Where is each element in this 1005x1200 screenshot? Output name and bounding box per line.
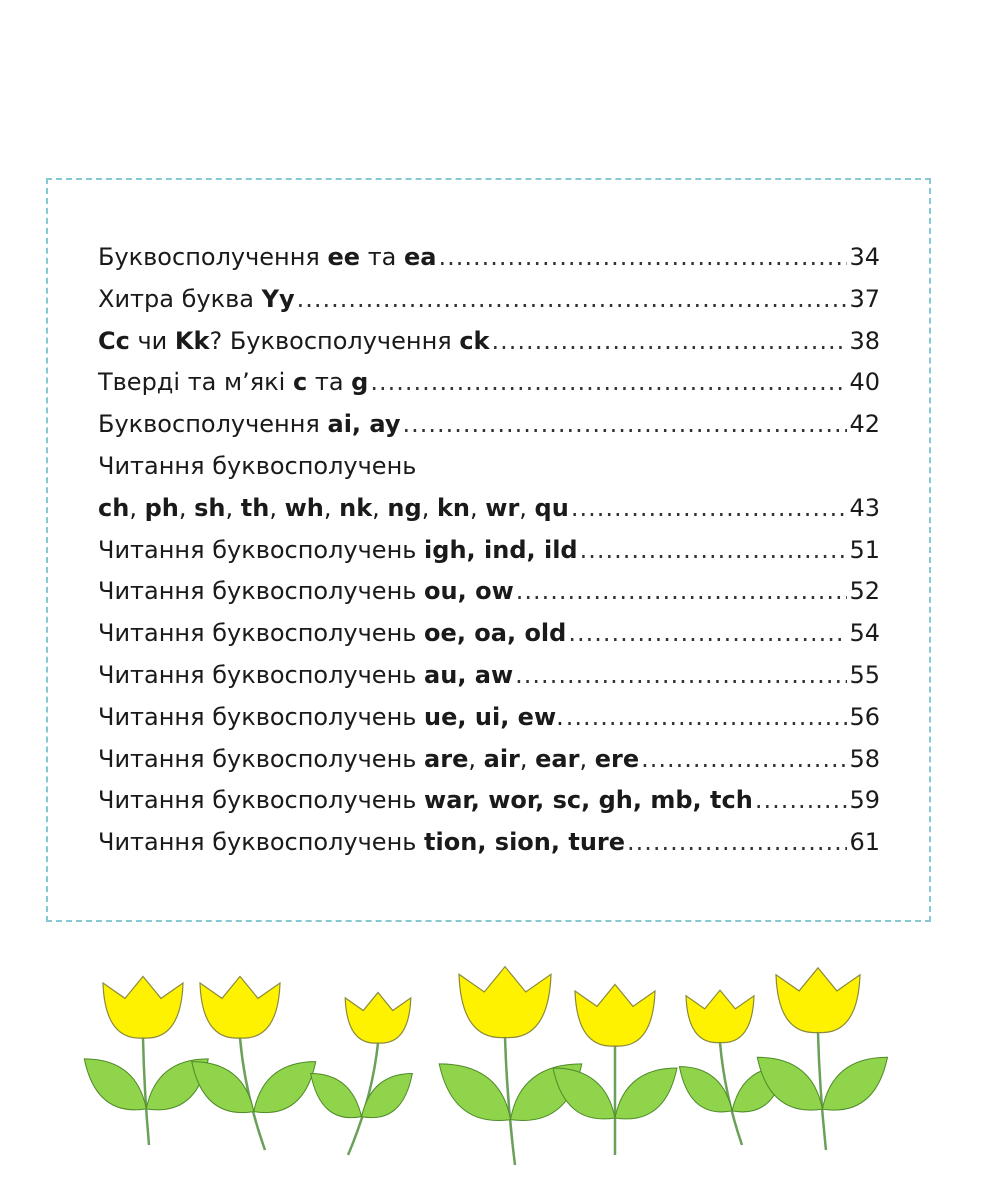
toc-leader-dots bbox=[516, 571, 848, 613]
toc-text: Читання буквосполучень bbox=[98, 744, 425, 773]
toc-text: , bbox=[519, 493, 535, 522]
toc-entry bbox=[98, 655, 880, 697]
toc-letters-bold: sh bbox=[194, 493, 226, 522]
tulips-decoration bbox=[0, 940, 1005, 1200]
toc-text: , bbox=[421, 493, 437, 522]
toc-text: , bbox=[470, 493, 486, 522]
toc-letters-bold: war, wor, sc, gh, mb, tch bbox=[424, 786, 753, 815]
table-of-contents bbox=[98, 237, 880, 864]
toc-leader-dots bbox=[641, 739, 847, 781]
toc-text: , bbox=[178, 493, 195, 522]
toc-text: Читання буквосполучень bbox=[98, 451, 417, 480]
tulip-icon bbox=[311, 992, 413, 1155]
toc-leader-dots bbox=[568, 613, 847, 655]
toc-page-number: 34 bbox=[849, 243, 880, 271]
toc-letters-bold: kn bbox=[436, 493, 470, 522]
toc-letters-bold: are bbox=[424, 744, 469, 773]
toc-letters-bold: wr bbox=[485, 493, 520, 522]
toc-page-number: 61 bbox=[849, 828, 880, 857]
toc-entry bbox=[98, 362, 880, 404]
toc-text: , bbox=[468, 744, 484, 773]
toc-letters-bold: g bbox=[351, 368, 369, 397]
toc-leader-dots bbox=[571, 488, 848, 530]
toc-page-number: 40 bbox=[849, 368, 880, 397]
toc-page-number: 37 bbox=[849, 284, 880, 313]
toc-entry-title bbox=[98, 780, 753, 822]
toc-entry bbox=[98, 613, 880, 655]
toc-entry bbox=[98, 822, 880, 864]
toc-text: Читання буквосполучень bbox=[98, 828, 425, 857]
toc-letters-bold: Cc bbox=[98, 326, 130, 355]
toc-page-number: 42 bbox=[849, 410, 880, 439]
toc-text: Читання буквосполучень bbox=[98, 535, 425, 564]
toc-entry-title bbox=[98, 655, 513, 697]
toc-entry bbox=[98, 697, 880, 739]
toc-entry-title bbox=[98, 404, 401, 446]
toc-letters-bold: air bbox=[483, 744, 520, 773]
toc-entry-title bbox=[98, 321, 490, 363]
toc-entry bbox=[98, 488, 880, 530]
toc-entry bbox=[98, 780, 880, 822]
toc-page-number: 51 bbox=[849, 535, 880, 564]
toc-leader-dots bbox=[403, 404, 848, 446]
tulip-icon bbox=[84, 976, 208, 1145]
toc-page-number: 55 bbox=[849, 660, 880, 689]
toc-entry-title bbox=[98, 279, 295, 321]
toc-letters-bold: th bbox=[240, 493, 270, 522]
toc-entry-title bbox=[98, 822, 625, 864]
toc-text: Читання буквосполучень bbox=[98, 660, 425, 689]
toc-leader-dots bbox=[627, 822, 847, 864]
toc-leader-dots bbox=[515, 655, 847, 697]
toc-page-number: 43 bbox=[849, 493, 880, 522]
toc-text: Буквосполучення bbox=[98, 410, 328, 439]
toc-leader-dots bbox=[370, 362, 847, 404]
toc-text: , bbox=[579, 744, 595, 773]
toc-text: , bbox=[519, 744, 536, 773]
toc-page-number: 58 bbox=[849, 744, 880, 773]
toc-page-number: 59 bbox=[849, 786, 880, 815]
toc-text: чи bbox=[129, 326, 175, 355]
toc-text: Читання буквосполучень bbox=[98, 577, 425, 606]
toc-letters-bold: ea bbox=[404, 243, 437, 271]
toc-letters-bold: ch bbox=[98, 493, 130, 522]
toc-page-number: 56 bbox=[849, 702, 880, 731]
toc-letters-bold: ng bbox=[387, 493, 422, 522]
toc-letters-bold: ou, ow bbox=[424, 577, 514, 606]
toc-leader-dots bbox=[297, 279, 848, 321]
toc-text: , bbox=[129, 493, 145, 522]
toc-text: , bbox=[225, 493, 241, 522]
toc-letters-bold: ear bbox=[535, 744, 580, 773]
toc-text: , bbox=[323, 493, 340, 522]
toc-letters-bold: ere bbox=[594, 744, 640, 773]
toc-entry bbox=[98, 279, 880, 321]
toc-text: та bbox=[307, 368, 352, 397]
toc-entry-title bbox=[98, 613, 566, 655]
toc-page-number: 54 bbox=[849, 619, 880, 648]
toc-entry bbox=[98, 530, 880, 572]
toc-entry-title bbox=[98, 530, 578, 572]
tulip-icon bbox=[757, 968, 887, 1150]
toc-page-number: 52 bbox=[849, 577, 880, 606]
toc-letters-bold: ai, ay bbox=[327, 410, 401, 439]
toc-text: , bbox=[269, 493, 285, 522]
toc-letters-bold: nk bbox=[339, 493, 373, 522]
toc-text: ? Буквосполучення bbox=[209, 326, 460, 355]
toc-text: Хитра буква bbox=[98, 284, 262, 313]
toc-entry-title bbox=[98, 571, 514, 613]
toc-entry-title bbox=[98, 739, 639, 781]
toc-letters-bold: ck bbox=[459, 326, 490, 355]
toc-entry-title bbox=[98, 697, 564, 739]
toc-text: Читання буквосполучень bbox=[98, 702, 425, 731]
toc-letters-bold: Kk bbox=[174, 326, 210, 355]
toc-leader-dots bbox=[755, 780, 848, 822]
toc-letters-bold: wh bbox=[284, 493, 324, 522]
toc-text: . bbox=[556, 702, 564, 731]
toc-entry bbox=[98, 446, 880, 488]
toc-page-number: 38 bbox=[849, 326, 880, 355]
toc-letters-bold: ue, ui, ew bbox=[424, 702, 557, 731]
toc-entry-title bbox=[98, 488, 569, 530]
tulip-icon bbox=[553, 984, 677, 1155]
toc-letters-bold: oe, oa, old bbox=[424, 619, 567, 648]
toc-text: Читання буквосполучень bbox=[98, 786, 425, 815]
toc-entry bbox=[98, 739, 880, 781]
toc-leader-dots bbox=[566, 697, 848, 739]
toc-letters-bold: ph bbox=[144, 493, 179, 522]
toc-letters-bold: c bbox=[292, 368, 308, 397]
toc-leader-dots bbox=[580, 530, 848, 572]
toc-letters-bold: ee bbox=[327, 243, 361, 271]
toc-letters-bold: tion, sion, ture bbox=[424, 828, 626, 857]
tulip-icon bbox=[192, 976, 316, 1150]
toc-entry-title bbox=[98, 237, 437, 279]
toc-letters-bold: igh, ind, ild bbox=[424, 535, 578, 564]
toc-letters-bold: au, aw bbox=[424, 660, 514, 689]
toc-entry-title bbox=[98, 446, 416, 488]
toc-text: Буквосполучення bbox=[98, 243, 328, 271]
tulip-icon bbox=[439, 967, 582, 1165]
toc-text: Тверді та м’які bbox=[98, 368, 293, 397]
toc-letters-bold: qu bbox=[534, 493, 569, 522]
toc-text: , bbox=[372, 493, 388, 522]
toc-entry-title bbox=[98, 362, 368, 404]
toc-leader-dots bbox=[439, 237, 848, 279]
toc-text: Читання буквосполучень bbox=[98, 619, 425, 648]
toc-leader-dots bbox=[492, 321, 848, 363]
toc-letters-bold: Yy bbox=[261, 284, 295, 313]
toc-entry bbox=[98, 571, 880, 613]
toc-text: та bbox=[360, 243, 405, 271]
toc-entry bbox=[98, 404, 880, 446]
toc-entry bbox=[98, 237, 880, 279]
toc-entry bbox=[98, 321, 880, 363]
